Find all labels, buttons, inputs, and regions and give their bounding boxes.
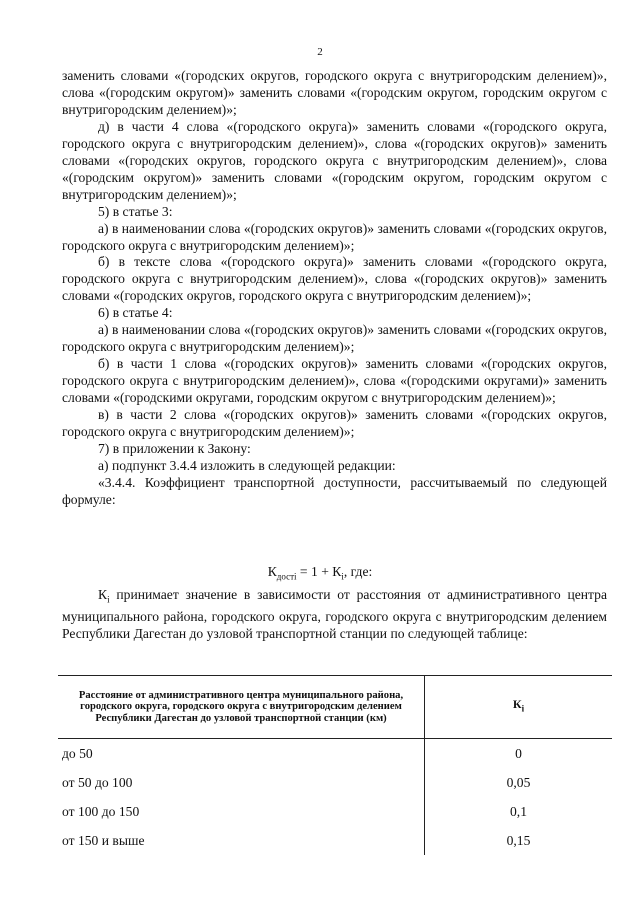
paragraph: «3.4.4. Коэффициент транспортной доступности, рассчитываемый по следующей формуле: bbox=[62, 474, 607, 507]
formula bbox=[0, 564, 640, 582]
formula-tail: , где: bbox=[343, 564, 373, 579]
coefficient-description bbox=[62, 587, 607, 643]
table-header-row bbox=[58, 676, 612, 739]
paragraph: 5) в статье 3: bbox=[98, 203, 173, 219]
table-row bbox=[58, 797, 612, 826]
coefficient-paragraph bbox=[62, 587, 607, 643]
distance-cell: от 150 и выше bbox=[58, 826, 425, 855]
formula-lhs-sub: дості bbox=[276, 571, 297, 582]
distance-coefficient-table bbox=[58, 675, 612, 855]
paragraph: б) в тексте слова «(городского округа)» заменить словами «(городского округа, городского округа с внутригородским делением)», слова «(городских округов)» заменить словами «(городских округов, городского округа с внутригородским делением)»; bbox=[62, 254, 607, 304]
page-number: 2 bbox=[317, 46, 323, 58]
coefficient-cell: 0,1 bbox=[510, 803, 527, 819]
paragraph: а) в наименовании слова «(городских округов)» заменить словами «(городских округов, городского округа с внутригородским делением)»; bbox=[62, 220, 607, 253]
table-body bbox=[58, 739, 612, 856]
coefficient-cell: 0,05 bbox=[506, 774, 531, 790]
table-row bbox=[58, 739, 612, 769]
paragraph: 6) в статье 4: bbox=[98, 305, 173, 321]
coefficient-text: принимает значение в зависимости от расстояния от административного центра муниципального района, городского округа, городского округа с внутригородским делением Республики Дагестан до узловой транспортной станции по следующей таблице: bbox=[62, 587, 607, 641]
coefficient-cell: 0 bbox=[515, 745, 522, 761]
paragraph: а) в наименовании слова «(городских округов)» заменить словами «(городских округов, городского округа с внутригородским делением)»; bbox=[62, 322, 607, 355]
k-symbol: К bbox=[98, 587, 108, 602]
table-row bbox=[58, 826, 612, 855]
paragraph: заменить словами «(городских округов, городского округа с внутригородским делением)», слова «(городским округом)» заменить словами «(городским округом, городским округом с внутригородским делением)»; bbox=[62, 68, 607, 117]
paragraph: в) в части 2 слова «(городских округов)» заменить словами «(городских округов, городского округа с внутригородским делением)»; bbox=[62, 407, 607, 440]
coefficient-cell: 0,15 bbox=[506, 832, 531, 848]
distance-cell: до 50 bbox=[58, 739, 425, 769]
distance-cell: от 100 до 150 bbox=[58, 797, 425, 826]
body-text bbox=[62, 68, 607, 509]
distance-cell: от 50 до 100 bbox=[58, 768, 425, 797]
formula-lhs: К bbox=[267, 564, 277, 579]
paragraph: б) в части 1 слова «(городских округов)» заменить словами «(городских округов, городского округа с внутригородским делением)», слова «(городскими округами)» заменить словами «(городскими округами, городским округом с внутригородским делением)»; bbox=[62, 356, 607, 406]
k-subscript: і bbox=[107, 594, 110, 605]
paragraph: а) подпункт 3.4.4 изложить в следующей редакции: bbox=[98, 457, 396, 473]
formula-middle: = 1 + К bbox=[296, 564, 342, 579]
paragraph: 7) в приложении к Закону: bbox=[98, 440, 251, 456]
table-row bbox=[58, 768, 612, 797]
formula-rhs-sub: і bbox=[341, 571, 344, 582]
paragraph: д) в части 4 слова «(городского округа)» заменить словами «(городского округа, городского округа с внутригородским делением)», слова «(городских округов)» заменить словами «(городских округов, городского округа с внутригородским делением)», слова «(городским округом)» заменить словами «(городским округом, городским округом с внутригородским делением)»; bbox=[62, 118, 607, 202]
header-k-symbol: К bbox=[512, 697, 522, 712]
header-distance: Расстояние от административного центра муниципального района, городского округа, городского округа с внутригородским делением Республики Дагестан до узловой транспортной станции (км) bbox=[58, 676, 425, 739]
header-k-sub: і bbox=[521, 703, 525, 714]
header-coefficient bbox=[425, 676, 613, 739]
